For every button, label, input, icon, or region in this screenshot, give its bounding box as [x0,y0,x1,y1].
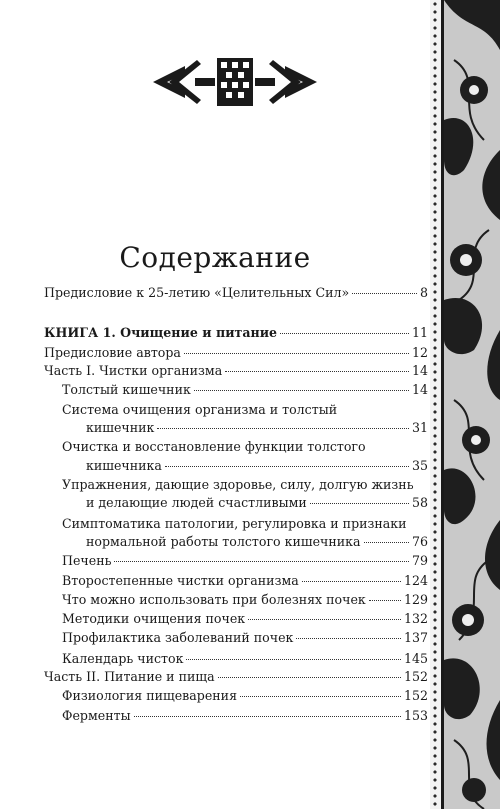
toc-entry[interactable] [62,552,428,569]
toc-entry-page: 152 [403,688,428,703]
dot-leader [165,465,409,467]
dot-leader [248,618,401,620]
dotted-edge [430,0,440,809]
toc-entry[interactable] [62,381,428,398]
toc-entry-page: 14 [411,363,428,378]
dot-leader [225,370,409,372]
toc-entry-line1[interactable]: Симптоматика патологии, регулировка и признаки [62,516,407,531]
toc-entry-page: 79 [411,553,428,568]
dot-leader [218,676,401,678]
toc-entry-text: Печень [62,553,112,568]
toc-entry-text: КНИГА 1. Очищение и питание [44,325,278,340]
toc-entry[interactable] [62,687,428,704]
dot-leader [310,502,409,504]
toc-entry[interactable] [62,629,428,646]
toc-entry-text: кишечника [86,458,162,473]
toc-entry[interactable] [86,457,428,474]
toc-entry-page: 8 [419,285,428,300]
toc-entry-text: нормальной работы толстого кишечника [86,534,361,549]
toc-entry-text: Методики очищения почек [62,611,246,626]
dot-leader [302,580,401,582]
toc-entry[interactable] [44,668,428,685]
toc-entry-text: и делающие людей счастливыми [86,495,307,510]
toc-entry-text: Физиология пищеварения [62,688,238,703]
toc-entry[interactable] [44,362,428,379]
floral-pattern-icon [444,0,500,809]
toc-entry-page: 58 [411,495,428,510]
toc-entry[interactable] [62,572,428,589]
toc-entry[interactable] [62,610,428,627]
dot-leader [369,599,401,601]
toc-entry[interactable] [44,284,428,301]
toc-entry-page: 152 [403,669,428,684]
dot-leader [134,715,401,717]
toc-entry[interactable] [44,324,428,341]
toc-entry-text: Календарь чисток [62,651,184,666]
dot-leader [280,332,409,334]
dot-leader [114,560,409,562]
page-title: Содержание [119,240,311,274]
toc-entry-page: 124 [403,573,428,588]
toc-entry-page: 153 [403,708,428,723]
toc-entry-text: Часть I. Чистки организма [44,363,223,378]
toc-entry-text: Предисловие к 25-летию «Целительных Сил» [44,285,350,300]
dot-leader [194,389,409,391]
dot-leader [240,695,401,697]
dot-leader [186,658,400,660]
toc-entry-text: Толстый кишечник [62,382,191,397]
toc-entry-page: 11 [411,325,428,340]
toc-entry[interactable] [86,494,428,511]
toc-entry-page: 14 [411,382,428,397]
toc-entry[interactable] [44,344,428,361]
toc-entry-page: 31 [411,420,428,435]
toc-entry-line1[interactable]: Система очищения организма и толстый [62,402,338,417]
toc-entry-text: Часть II. Питание и пища [44,669,215,684]
toc-entry-text: Профилактика заболеваний почек [62,630,294,645]
toc-entry-page: 137 [403,630,428,645]
toc-entry-page: 129 [403,592,428,607]
toc-entry-text: Предисловие автора [44,345,181,360]
toc-entry-line1[interactable]: Упражнения, дающие здоровье, силу, долгую жизнь [62,477,414,492]
dot-leader [296,637,401,639]
decorative-side-border [430,0,500,809]
toc-entry-page: 12 [411,345,428,360]
toc-entry-page: 132 [403,611,428,626]
toc-entry-line1[interactable]: Очистка и восстановление функции толстого [62,439,366,454]
toc-entry-text: Что можно использовать при болезнях почек [62,592,366,607]
toc-entry-text: Второстепенные чистки организма [62,573,299,588]
toc-entry[interactable] [62,591,428,608]
toc-entry[interactable] [62,707,428,724]
toc-entry[interactable] [86,533,428,550]
ornament-icon [145,52,325,112]
toc-entry-page: 35 [411,458,428,473]
dot-leader [352,292,417,294]
toc-entry-text: Ферменты [62,708,131,723]
toc-entry-page: 76 [411,534,428,549]
dot-leader [184,352,409,354]
toc-entry[interactable] [62,650,428,667]
dot-leader [157,427,409,429]
dot-leader [364,541,409,543]
toc-entry-text: кишечник [86,420,155,435]
toc-entry-page: 145 [403,651,428,666]
toc-entry[interactable] [86,419,428,436]
